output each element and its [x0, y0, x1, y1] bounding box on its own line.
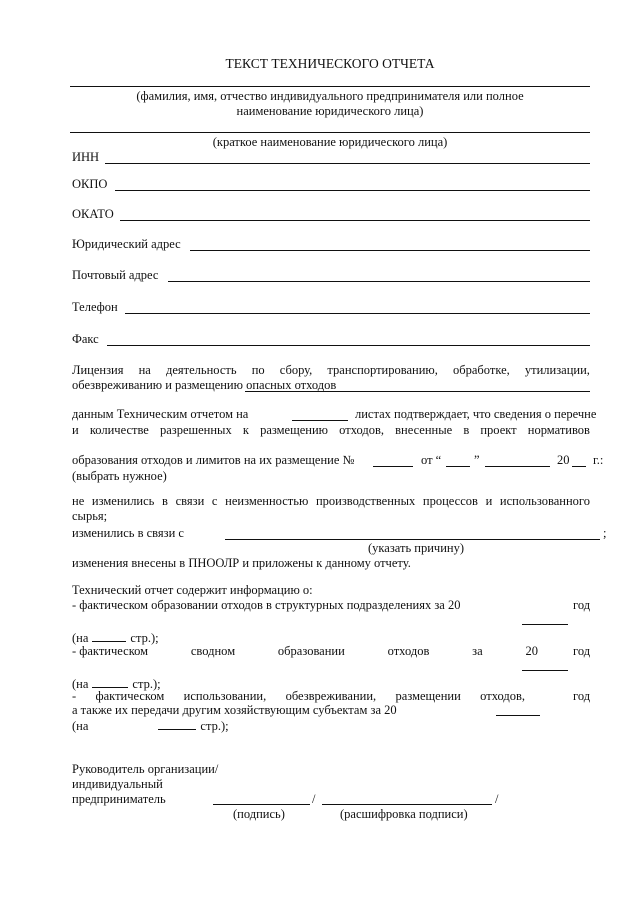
- item-1-year-word: год: [573, 598, 591, 612]
- signature-decode-caption: (расшифровка подписи): [340, 807, 468, 821]
- signature-decode-line[interactable]: [322, 804, 492, 805]
- okpo-field-line[interactable]: [115, 190, 590, 191]
- signature-slash-1: /: [312, 792, 316, 806]
- not-changed-line-2: сырья;: [72, 509, 108, 523]
- change-reason-line[interactable]: [225, 539, 600, 540]
- okpo-label: ОКПО: [72, 177, 108, 191]
- contents-item-3-line-2: а также их передачи другим хозяйствующим субъектам за 20: [72, 703, 397, 717]
- item-2-pages: (на стр.);: [72, 677, 161, 691]
- item-2-year-line[interactable]: [522, 670, 568, 671]
- confirm-text-a: данным Техническим отчетом на: [72, 407, 249, 421]
- phone-label: Телефон: [72, 300, 118, 314]
- changed-semicolon: ;: [603, 526, 607, 540]
- signature-slash-2: /: [495, 792, 499, 806]
- full-name-line: [70, 86, 590, 87]
- short-name-line: [70, 132, 590, 133]
- confirm-line-2: и количестве разрешенных к размещению отходов, внесенные в проект нормативов: [72, 423, 590, 437]
- postal-address-label: Почтовый адрес: [72, 268, 159, 282]
- head-title-1: Руководитель организации/: [72, 762, 219, 776]
- phone-field-line[interactable]: [125, 313, 590, 314]
- head-title-3: предприниматель: [72, 792, 166, 806]
- formation-from: от “: [421, 453, 442, 467]
- changes-made-text: изменения внесены в ПНООЛР и приложены к данному отчету.: [72, 556, 411, 570]
- contents-item-1: - фактическом образовании отходов в структурных подразделениях за 20: [72, 598, 461, 612]
- item-1-pages-line[interactable]: [92, 630, 126, 642]
- formation-text: образования отходов и лимитов на их размещение №: [72, 453, 355, 467]
- not-changed-line-1[interactable]: не изменились в связи с неизменностью производственных процессов и использованного: [72, 494, 590, 508]
- project-number-line[interactable]: [373, 466, 413, 467]
- license-line-2: обезвреживанию и размещению опасных отходов: [72, 378, 337, 392]
- okato-label: ОКАТО: [72, 207, 114, 221]
- short-name-caption: (краткое наименование юридического лица): [212, 135, 448, 149]
- inn-label: ИНН: [72, 150, 100, 164]
- document-title: ТЕКСТ ТЕХНИЧЕСКОГО ОТЧЕТА: [225, 56, 435, 71]
- license-underline: [245, 391, 590, 392]
- item-2-pages-line[interactable]: [92, 676, 128, 688]
- confirm-text-b: листах подтверждает, что сведения о перечне: [355, 407, 597, 421]
- contents-item-3-line-1: - фактическом использовании, обезвреживании, размещении отходов,: [72, 689, 525, 703]
- choose-note: (выбрать нужное): [72, 469, 167, 483]
- license-line-1: Лицензия на деятельность по сбору, транспортированию, обработке, утилизации,: [72, 363, 590, 377]
- inn-field-line[interactable]: [105, 163, 590, 164]
- head-title-2: индивидуальный: [72, 777, 163, 791]
- signature-line[interactable]: [213, 804, 310, 805]
- fax-label: Факс: [72, 332, 99, 346]
- item-3-year-line[interactable]: [496, 715, 540, 716]
- item-2-year-word: год: [573, 644, 591, 658]
- item-3-pages-line[interactable]: [158, 718, 196, 730]
- formation-year-prefix: 20: [557, 453, 570, 467]
- okato-field-line[interactable]: [120, 220, 590, 221]
- changed-text[interactable]: изменились в связи с: [72, 526, 184, 540]
- legal-address-field-line[interactable]: [190, 250, 590, 251]
- reason-caption: (указать причину): [368, 541, 465, 555]
- contents-intro: Технический отчет содержит информацию о:: [72, 583, 313, 597]
- formation-year-suffix: г.:: [593, 453, 604, 467]
- item-3-pages: (на стр.);: [72, 719, 229, 733]
- day-line[interactable]: [446, 466, 470, 467]
- postal-address-field-line[interactable]: [168, 281, 590, 282]
- signature-caption: (подпись): [233, 807, 285, 821]
- item-1-year-line[interactable]: [522, 624, 568, 625]
- sheets-count-line[interactable]: [292, 420, 348, 421]
- full-name-caption-2: наименование юридического лица): [236, 104, 424, 118]
- formation-quote-close: ”: [474, 453, 480, 467]
- item-1-pages: (на стр.);: [72, 631, 159, 645]
- month-line[interactable]: [485, 466, 550, 467]
- full-name-caption-1: (фамилия, имя, отчество индивидуального предпринимателя или полное: [136, 89, 524, 103]
- legal-address-label: Юридический адрес: [72, 237, 181, 251]
- fax-field-line[interactable]: [107, 345, 590, 346]
- year-line[interactable]: [572, 466, 586, 467]
- item-3-year-word: год: [573, 689, 591, 703]
- contents-item-2: - фактическом сводном образовании отходов за 20: [72, 644, 538, 658]
